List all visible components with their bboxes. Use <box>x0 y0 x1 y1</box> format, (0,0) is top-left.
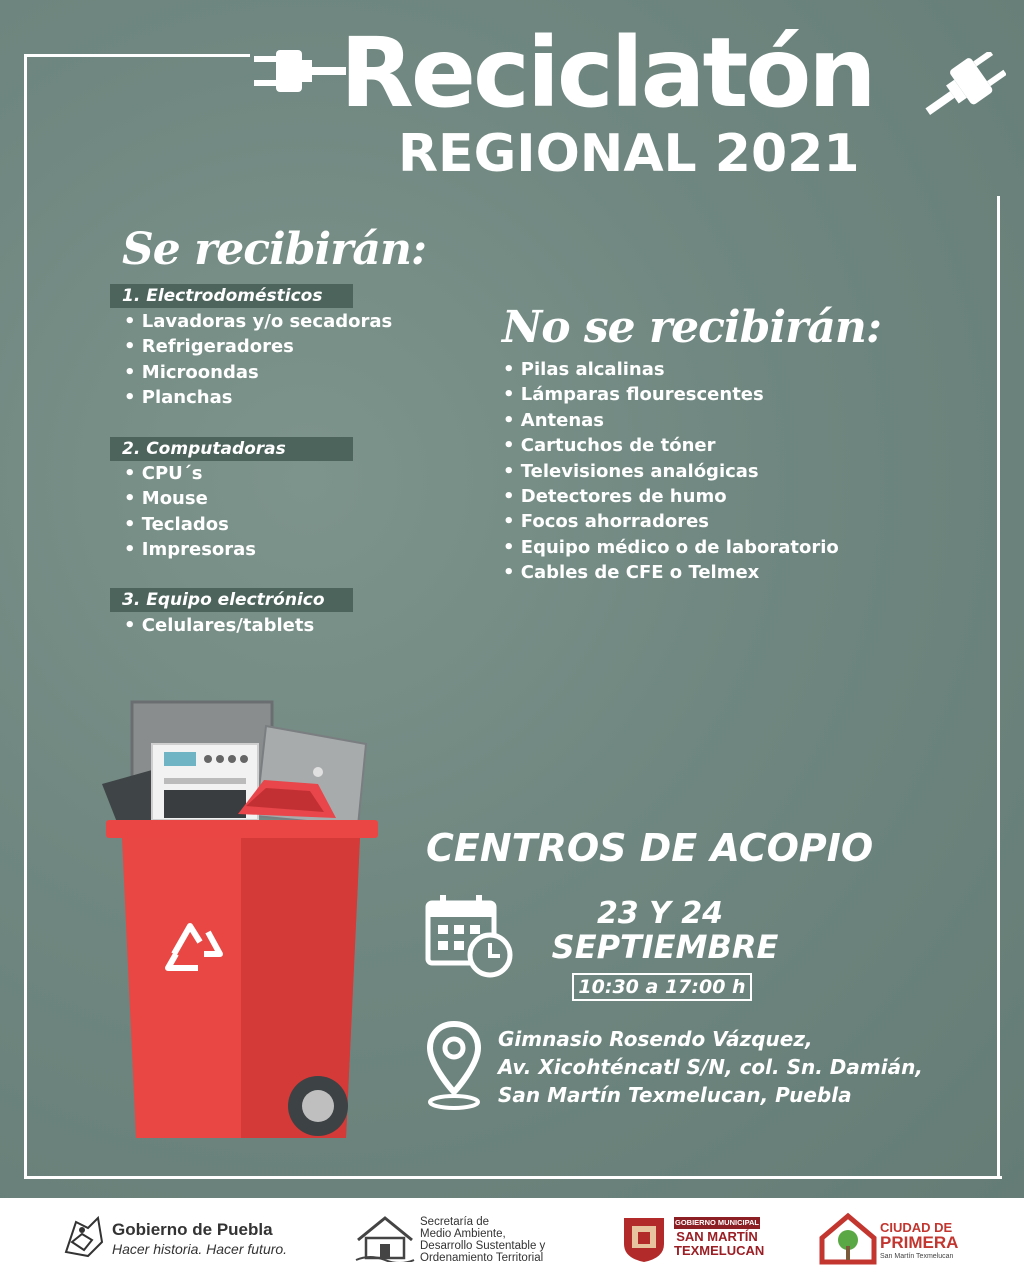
list-equipo-electronico <box>124 613 314 638</box>
list-item: • Pilas alcalinas <box>503 357 839 382</box>
list-item: • Antenas <box>503 408 839 433</box>
address-line-3: San Martín Texmelucan, Puebla <box>498 1083 852 1107</box>
secretaria-line-3: Desarrollo Sustentable y <box>420 1240 546 1252</box>
centros-title: CENTROS DE ACOPIO <box>426 826 874 870</box>
list-item: • Microondas <box>124 360 392 385</box>
list-item: • Celulares/tablets <box>124 613 314 638</box>
list-item: • Planchas <box>124 385 392 410</box>
frame-top-left-line <box>24 54 250 57</box>
municipal-name-1: SAN MARTÍN <box>676 1229 758 1244</box>
municipal-name-2: TEXMELUCAN <box>674 1243 765 1258</box>
address-line-1: Gimnasio Rosendo Vázquez, <box>498 1027 813 1051</box>
list-item: • Impresoras <box>124 537 256 562</box>
frame-bottom-line <box>24 1176 1002 1179</box>
list-rejected <box>503 357 839 586</box>
address-line-2: Av. Xicohténcatl S/N, col. Sn. Damián, <box>498 1055 923 1079</box>
plug-left-icon <box>254 46 346 98</box>
recycling-bin-illustration <box>96 696 386 1146</box>
list-item: • Cables de CFE o Telmex <box>503 560 839 585</box>
list-computadoras <box>124 461 256 563</box>
frame-right-line <box>997 196 1000 1179</box>
puebla-emblem-icon <box>58 1212 108 1262</box>
frame-left-line <box>24 54 27 1179</box>
secretaria-line-1: Secretaría de <box>420 1216 490 1228</box>
accepted-heading: Se recibirán: <box>122 224 427 275</box>
secretaria-line-4: Ordenamiento Territorial <box>420 1252 544 1264</box>
footer-logos <box>0 1198 1024 1280</box>
puebla-name: Gobierno de Puebla <box>112 1220 273 1239</box>
ciudad-line-2: PRIMERA <box>880 1233 959 1252</box>
title-subtitle: REGIONAL 2021 <box>398 124 860 184</box>
municipal-top-label: GOBIERNO MUNICIPAL <box>674 1218 760 1227</box>
secretaria-line-2: Medio Ambiente, <box>420 1228 506 1240</box>
list-item: • Teclados <box>124 512 256 537</box>
date-days: 23 Y 24 <box>596 896 724 931</box>
ciudad-line-3: San Martín Texmelucan <box>880 1253 954 1260</box>
category-tag-computadoras: 2. Computadoras <box>110 437 353 461</box>
category-tag-electrodomesticos: 1. Electrodomésticos <box>110 284 353 308</box>
date-month: SEPTIEMBRE <box>551 928 779 966</box>
list-item: • Equipo médico o de laboratorio <box>503 535 839 560</box>
category-tag-equipo-electronico: 3. Equipo electrónico <box>110 588 353 612</box>
list-item: • Focos ahorradores <box>503 509 839 534</box>
list-item: • Televisiones analógicas <box>503 459 839 484</box>
list-item: • Lavadoras y/o secadoras <box>124 309 392 334</box>
ciudad-house-tree-icon <box>818 1212 878 1266</box>
location-pin-icon <box>424 1020 484 1112</box>
list-item: • Lámparas flourescentes <box>503 382 839 407</box>
time-range: 10:30 a 17:00 h <box>572 973 752 1001</box>
calendar-clock-icon <box>424 893 516 981</box>
list-item: • Refrigeradores <box>124 334 392 359</box>
title-main: Reciclatón <box>340 17 874 129</box>
list-item: • Cartuchos de tóner <box>503 433 839 458</box>
municipal-shield-icon <box>620 1214 668 1264</box>
puebla-slogan: Hacer historia. Hacer futuro. <box>112 1241 288 1257</box>
list-electrodomesticos <box>124 309 392 411</box>
list-item: • Detectores de humo <box>503 484 839 509</box>
list-item: • Mouse <box>124 486 256 511</box>
ciudad-line-1: CIUDAD DE <box>880 1220 953 1235</box>
list-item: • CPU´s <box>124 461 256 486</box>
secretaria-house-icon <box>354 1214 416 1262</box>
rejected-heading: No se recibirán: <box>502 302 882 353</box>
